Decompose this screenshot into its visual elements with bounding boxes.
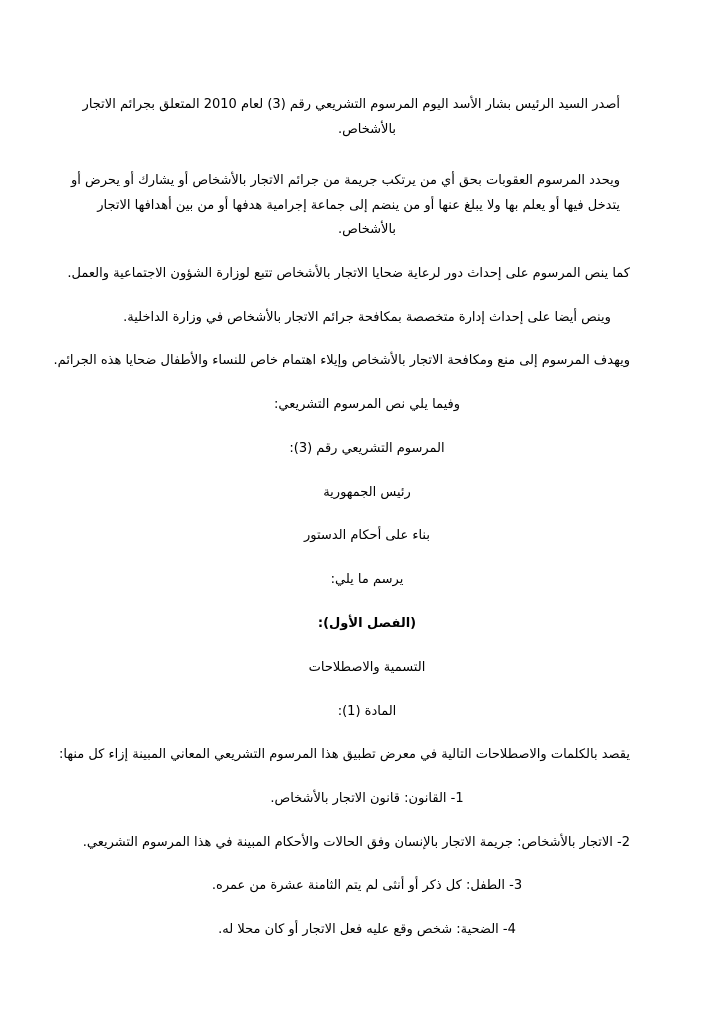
paragraph-decree-text-intro: وفيما يلي نص المرسوم التشريعي: xyxy=(273,397,460,412)
paragraph-decree-issued-line-2: بالأشخاص. xyxy=(337,122,397,137)
paragraph-victim-shelters: كما ينص المرسوم على إحداث دور لرعاية ضحايا الاتجار بالأشخاص تتبع لوزارة الشؤون الاجتماعية والعمل. xyxy=(67,266,630,281)
paragraph-specialized-department: وينص أيضا على إحداث إدارة متخصصة بمكافحة جرائم الاتجار بالأشخاص في وزارة الداخلية. xyxy=(123,310,611,325)
definition-item: 3- الطفل: كل ذكر أو أنثى لم يتم الثامنة عشرة من عمره. xyxy=(211,878,523,893)
paragraph-penalties-line-2: يتدخل فيها أو يعلم بها ولا يبلغ عنها أو من ينضم إلى جماعة إجرامية هدفها أو من بين أهدافها الاتجار xyxy=(97,198,620,213)
chapter-heading: (الفصل الأول): xyxy=(317,616,417,631)
article-intro: يقصد بالكلمات والاصطلاحات التالية في معرض تطبيق هذا المرسوم التشريعي المعاني المبينة إزاء كل منها: xyxy=(58,747,630,762)
definition-item: 2- الاتجار بالأشخاص: جريمة الاتجار بالإنسان وفق الحالات والأحكام المبينة في هذا المرسوم التشريعي. xyxy=(82,835,630,850)
definition-item: 4- الضحية: شخص وقع عليه فعل الاتجار أو كان محلا له. xyxy=(218,922,516,937)
paragraph-decree-issued-line-1: أصدر السيد الرئيس بشار الأسد اليوم المرسوم التشريعي رقم (3) لعام 2010 المتعلق بجرائم الاتجار xyxy=(82,97,620,112)
decrees-following-line: يرسم ما يلي: xyxy=(330,572,404,587)
paragraph-penalties-line-1: ويحدد المرسوم العقوبات بحق أي من يرتكب جريمة من جرائم الاتجار بالأشخاص أو يشارك أو يحرض أو xyxy=(71,173,620,188)
definition-item: 1- القانون: قانون الاتجار بالأشخاص. xyxy=(270,791,464,806)
president-title-line: رئيس الجمهورية xyxy=(323,485,411,500)
constitution-basis-line: بناء على أحكام الدستور xyxy=(304,528,430,543)
paragraph-penalties-line-3: بالأشخاص. xyxy=(337,222,397,237)
article-heading: المادة (1): xyxy=(337,704,397,719)
decree-number-line: المرسوم التشريعي رقم (3): xyxy=(289,441,445,456)
paragraph-decree-aim: ويهدف المرسوم إلى منع ومكافحة الاتجار بالأشخاص وإيلاء اهتمام خاص للنساء والأطفال ضحايا هذه الجرائم. xyxy=(53,353,630,368)
chapter-title: التسمية والاصطلاحات xyxy=(308,660,426,675)
